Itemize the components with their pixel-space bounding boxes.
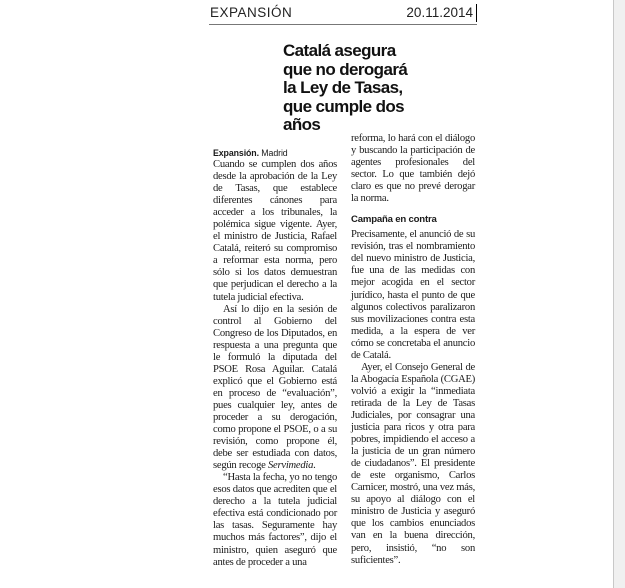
page-header (209, 0, 477, 25)
article-column-2 (351, 133, 475, 567)
article-headline: Catalá asegura que no derogará la Ley de Tasas, que cumple dos años (283, 41, 408, 134)
byline-source: Expansión. (213, 148, 259, 158)
article-column-1 (213, 147, 337, 569)
byline-place: Madrid (261, 148, 288, 158)
text-cursor (476, 4, 477, 22)
paragraph: Cuando se cumplen dos años desde la aprobación de la Ley de Tasas, que establece diferentes cánones para acceder a los tribunales, la polémica sigue vigente. Ayer, el ministro de Justicia, Rafael Catalá, reiteró su compromiso a reformar esta norma, pero sólo si los datos demuestran que perjudican el derecho a la tutela judicial efectiva. (213, 159, 337, 303)
article-byline (213, 147, 337, 159)
paragraph: Así lo dijo en la sesión de control al Gobierno del Congreso de los Diputados, en respuesta a una pregunta que le formuló la diputada del PSOE Rosa Aguilar. Catalá explicó que el Gobierno está en proceso de “evaluación”, pues cualquier ley, antes de proceder a su derogación, como propone el PSOE, o a su revisión, como propone él, debe ser estudiada con datos, según recoge Servimedia. (213, 303, 337, 472)
vertical-scrollbar[interactable] (614, 0, 625, 588)
section-subhead: Campaña en contra (351, 214, 437, 226)
paragraph: “Hasta la fecha, yo no tengo esos datos que acrediten que el derecho a la tutela judicial efectiva está condicionado por las tasas. Seguramente hay muchos más factores”, dijo el ministro, quien aseguró que antes de proceder a una (213, 472, 337, 568)
news-agency: Servimedia (268, 460, 314, 472)
publication-name: EXPANSIÓN (210, 5, 293, 20)
paragraph: Ayer, el Consejo General de la Abogacía Española (CGAE) volvió a exigir la “inmediata retirada de la Ley de Tasas Judiciales, por consagrar una justicia para ricos y otra para pobres, impidiendo el acceso a la justicia de un gran número de ciudadanos”. El presidente de este organismo, Carlos Carnicer, mostró, una vez más, su apoyo al diálogo con el ministro de Justicia y aseguró que los cambios enunciados van en la buena dirección, pero, insistió, “no son suficientes”. (351, 361, 475, 566)
paragraph: Precisamente, el anunció de su revisión, tras el nombramiento del nuevo ministro de Justicia, fue una de las medidas con mejor acogida en el sector jurídico, hasta el punto de que algunos colectivos paralizaron sus movilizaciones contra esta medida, a la espera de ver cómo se concretaba el anuncio de Catalá. (351, 229, 475, 361)
paragraph-text: Así lo dijo en la sesión de control al Gobierno del Congreso de los Diputados, en respuesta a una pregunta que le formuló la diputada del PSOE Rosa Aguilar. Catalá explicó que el Gobierno está en proceso de “evaluación”, pues cualquier ley, antes de proceder a su derogación, como propone el PSOE, o a su revisión, como propone él, debe ser estudiada con datos, según recoge (213, 303, 337, 472)
publication-date: 20.11.2014 (406, 5, 473, 20)
paragraph: reforma, lo hará con el diálogo y buscando la participación de agentes profesionales del sector. Lo que también dejó claro es que no prevé derogar la norma. (351, 133, 475, 205)
